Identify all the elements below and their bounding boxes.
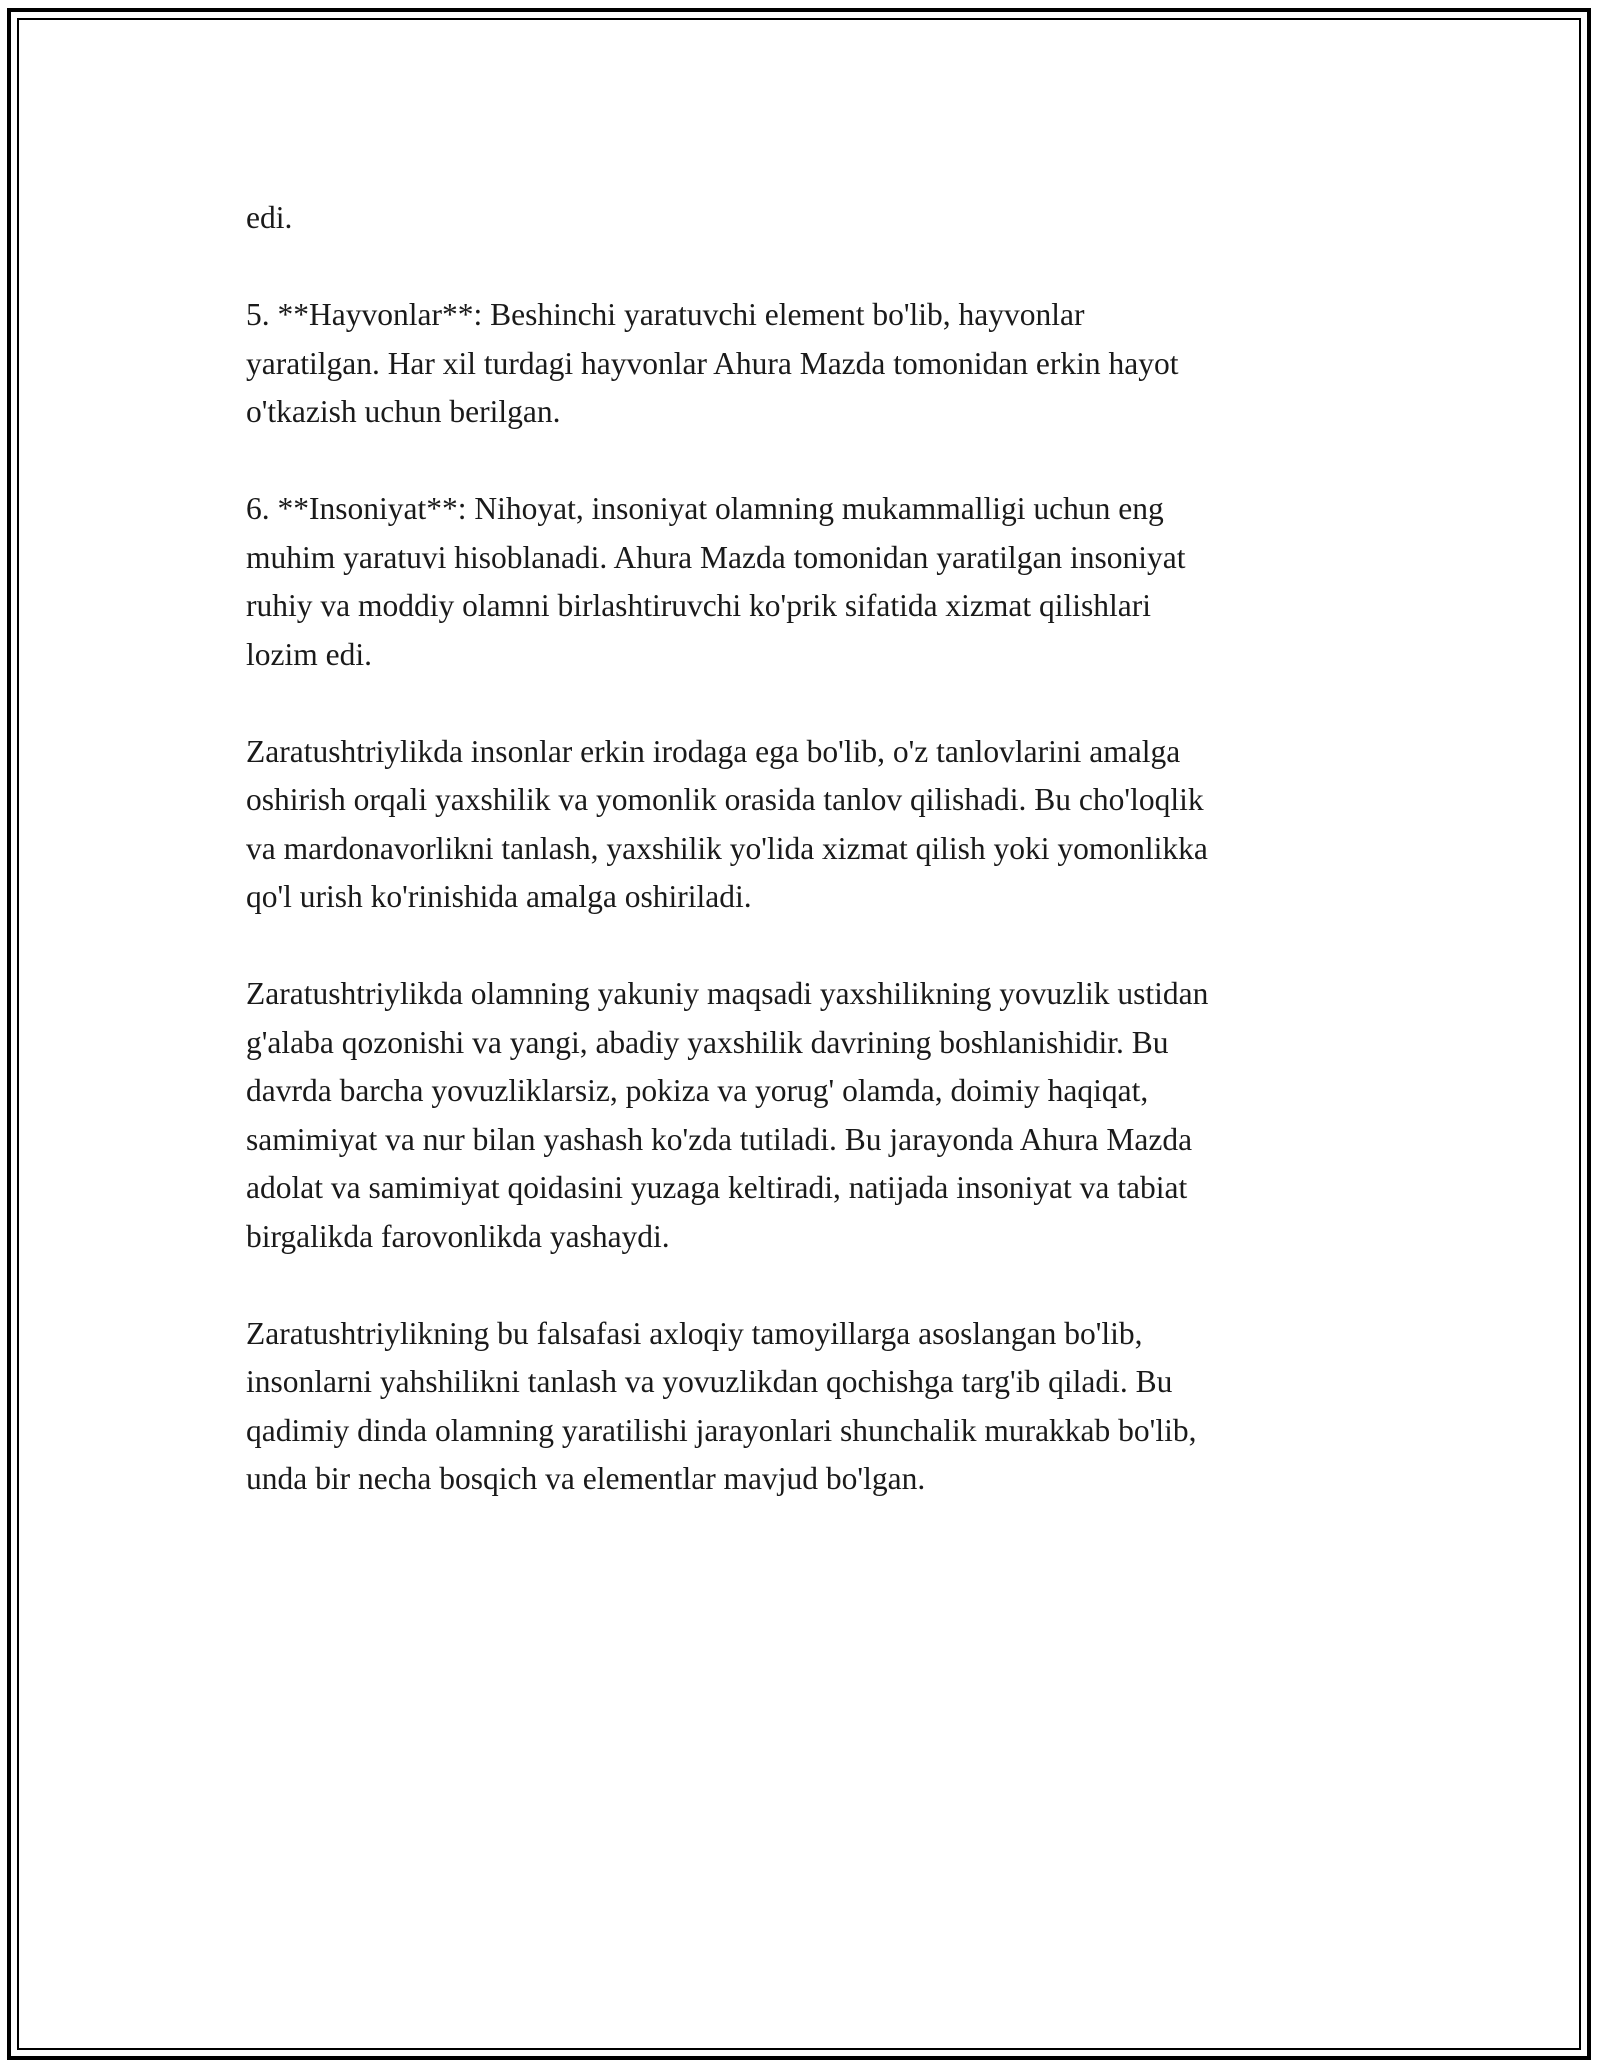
- paragraph-insoniyat: 6. **Insoniyat**: Nihoyat, insoniyat olamning mukammalligi uchun eng muhim yaratuvi hisoblanadi. Ahura Mazda tomonidan yaratilgan insoniyat ruhiy va moddiy olamni birlashtiruvchi ko'prik sifatida xizmat qilishlari lozim edi.: [246, 491, 1186, 672]
- paragraph-free-will: Zaratushtriylikda insonlar erkin irodaga ega bo'lib, o'z tanlovlarini amalga oshirish orqali yaxshilik va yomonlik orasida tanlov qilishadi. Bu cho'loqlik va mardonavorlikni tanlash, yaxshilik yo'lida xizmat qilish yoki yomonlikka qo'l urish ko'rinishida amalga oshiriladi.: [246, 733, 1208, 914]
- paragraph-continuation: edi.: [246, 200, 293, 235]
- document-body: [246, 194, 1396, 1552]
- document-page: [7, 8, 1591, 2060]
- paragraph-ultimate-goal: Zaratushtriylikda olamning yakuniy maqsadi yaxshilikning yovuzlik ustidan g'alaba qozonishi va yangi, abadiy yaxshilik davrining boshlanishidir. Bu davrda barcha yovuzliklarsiz, pokiza va yorug' olamda, doimiy haqiqat, samimiyat va nur bilan yashash ko'zda tutiladi. Bu jarayonda Ahura Mazda adolat va samimiyat qoidasini yuzaga keltiradi, natijada insoniyat va tabiat birgalikda farovonlikda yashaydi.: [246, 976, 1209, 1254]
- paragraph-hayvonlar: 5. **Hayvonlar**: Beshinchi yaratuvchi element bo'lib, hayvonlar yaratilgan. Har xil turdagi hayvonlar Ahura Mazda tomonidan erkin hayot o'tkazish uchun berilgan.: [246, 297, 1179, 429]
- paragraph-philosophy: Zaratushtriylikning bu falsafasi axloqiy tamoyillarga asoslangan bo'lib, insonlarni yahshilikni tanlash va yovuzlikdan qochishga targ'ib qiladi. Bu qadimiy dinda olamning yaratilishi jarayonlari shunchalik murakkab bo'lib, unda bir necha bosqich va elementlar mavjud bo'lgan.: [246, 1315, 1197, 1496]
